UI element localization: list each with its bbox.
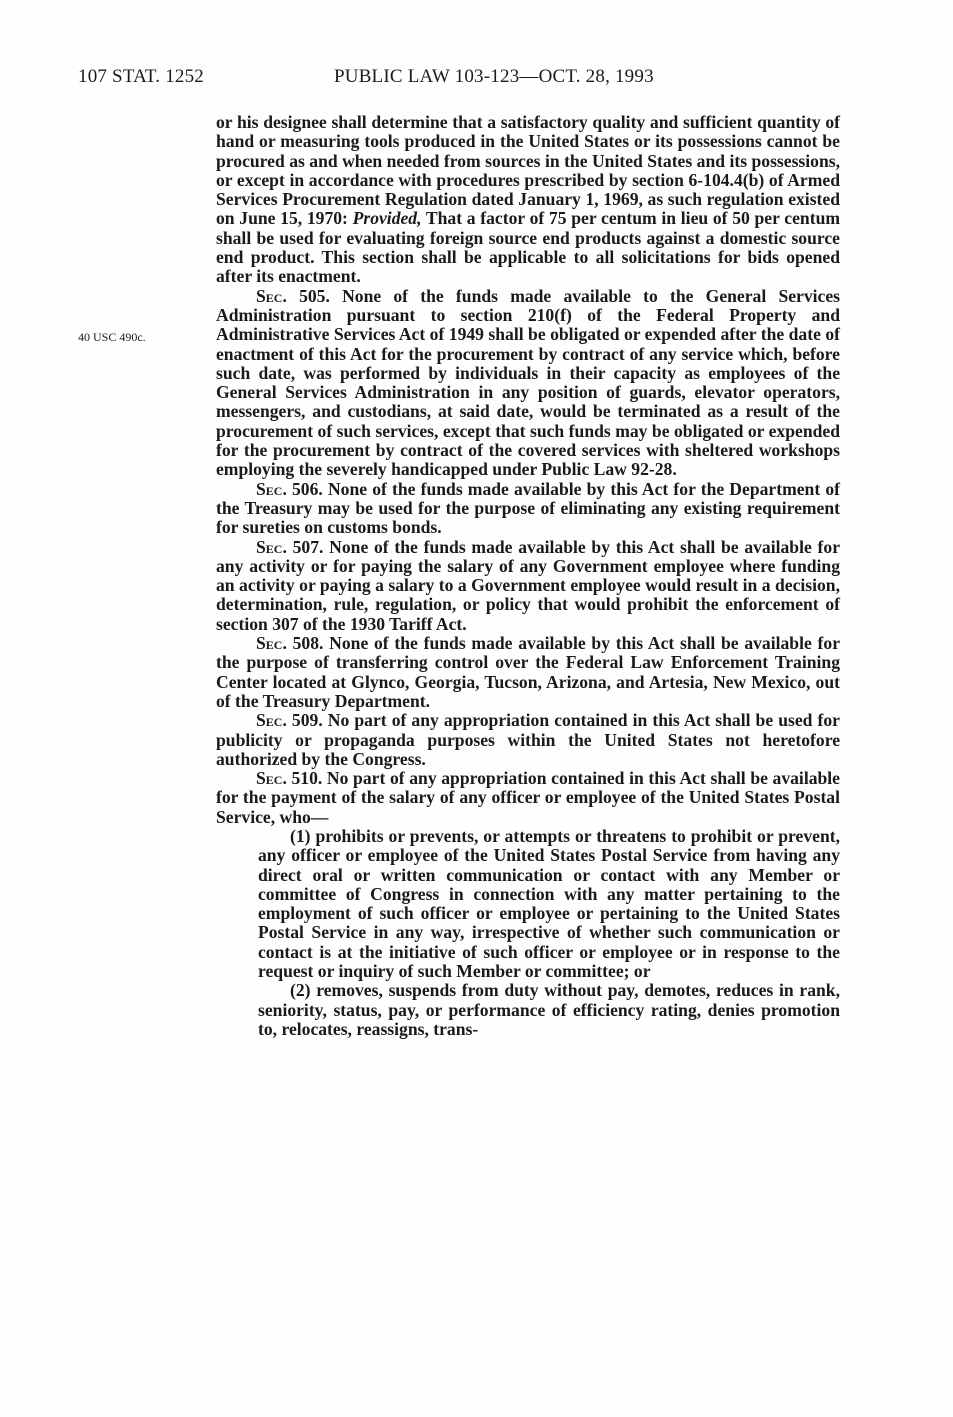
section-506 [216,480,840,538]
section-508 [216,634,840,711]
section-label: Sec. 505. [256,285,330,306]
section-505 [216,287,840,480]
section-label: Sec. 506. [256,478,323,499]
page-header [78,66,778,90]
paragraph-text: or his designee shall determine that a satisfactory quality and sufficient quantity of hand or measuring tools produced in the United States or its possessions cannot be procured as and when needed from sources in the United States and its possessions, or except in accordance with procedures prescribed by section 6-104.4(b) of Armed Services Procurement Regulation dated January 1, 1969, as such regulation existed on June 15, 1970: [216,112,840,229]
section-text: No part of any appropriation contained in this Act shall be available for the payment of the salary of any officer or employee of the United States Postal Service, who— [216,768,840,827]
stat-reference: 107 STAT. 1252 [78,66,205,87]
section-label: Sec. 510. [256,768,323,789]
paragraph-text: That a factor of 75 per centum in lieu of 50 per centum shall be used for evaluating foreign source end products against a domestic source end product. This section shall be applicable to all solicitations for bids opened after its enactment. [216,208,841,287]
list-item: (1) prohibits or prevents, or attempts or threatens to prohibit or prevent, any officer or employee of the United States Postal Service from having any direct oral or written communication or contact with any Member or committee of Congress in connection with any matter pertaining to the employment of such officer or employee or pertaining to the United States Postal Service in any way, irrespective of whether such communication or contact is at the initiative of such officer or employee or in response to the request or inquiry of such Member or committee; or [258,825,840,982]
list-item: (2) removes, suspends from duty without pay, demotes, reduces in rank, seniority, status, pay, or performance of efficiency rating, denies promotion to, relocates, reassigns, trans- [258,980,840,1039]
section-label: Sec. 508. [256,633,324,654]
section-507 [216,538,840,634]
section-510 [216,769,840,827]
section-text: None of the funds made available by this Act shall be available for any activity or for paying the salary of any Government employee where funding an activity or paying a salary to a Government employee would result in a decision, determination, rule, regulation, or policy that would prohibit the enforcement of section 307 of the 1930 Tariff Act. [216,536,840,634]
provided-proviso: Provided, [352,208,422,229]
section-text: None of the funds made available to the General Services Administration pursuant to section 210(f) of the Federal Property and Administrative Services Act of 1949 shall be obligated or expended after the date of enactment of this Act for the procurement by contract of any service which, before such date, was performed by individuals in their capacity as employees of the General Services Administration in any position of guards, elevator operators, messengers, and custodians, at said date, would be terminated as a result of the procurement of such services, except that such funds may be obligated or expended for the procurement by contract of the covered services with sheltered workshops employing the severely handicapped under Public Law 92-28. [216,285,840,480]
paragraph-continuation [216,113,840,287]
margin-note-usc-citation: 40 USC 490c. [78,330,146,344]
section-509 [216,711,840,769]
section-text: None of the funds made available by this Act for the Department of the Treasury may be used for the purpose of eliminating any existing requirement for sureties on customs bonds. [216,478,840,538]
section-text: None of the funds made available by this Act shall be available for the purpose of transferring control over the Federal Law Enforcement Training Center located at Glynco, Georgia, Tucson, Arizona, and Artesia, New Mexico, out of the Treasury Department. [216,633,840,711]
section-text: No part of any appropriation contained in this Act shall be used for publicity or propaganda purposes within the United States not heretofore authorized by the Congress. [216,710,840,769]
page-title: PUBLIC LAW 103-123—OCT. 28, 1993 [334,66,654,87]
section-label: Sec. 509. [256,710,323,731]
body-text [216,113,840,1039]
section-label: Sec. 507. [256,536,324,557]
